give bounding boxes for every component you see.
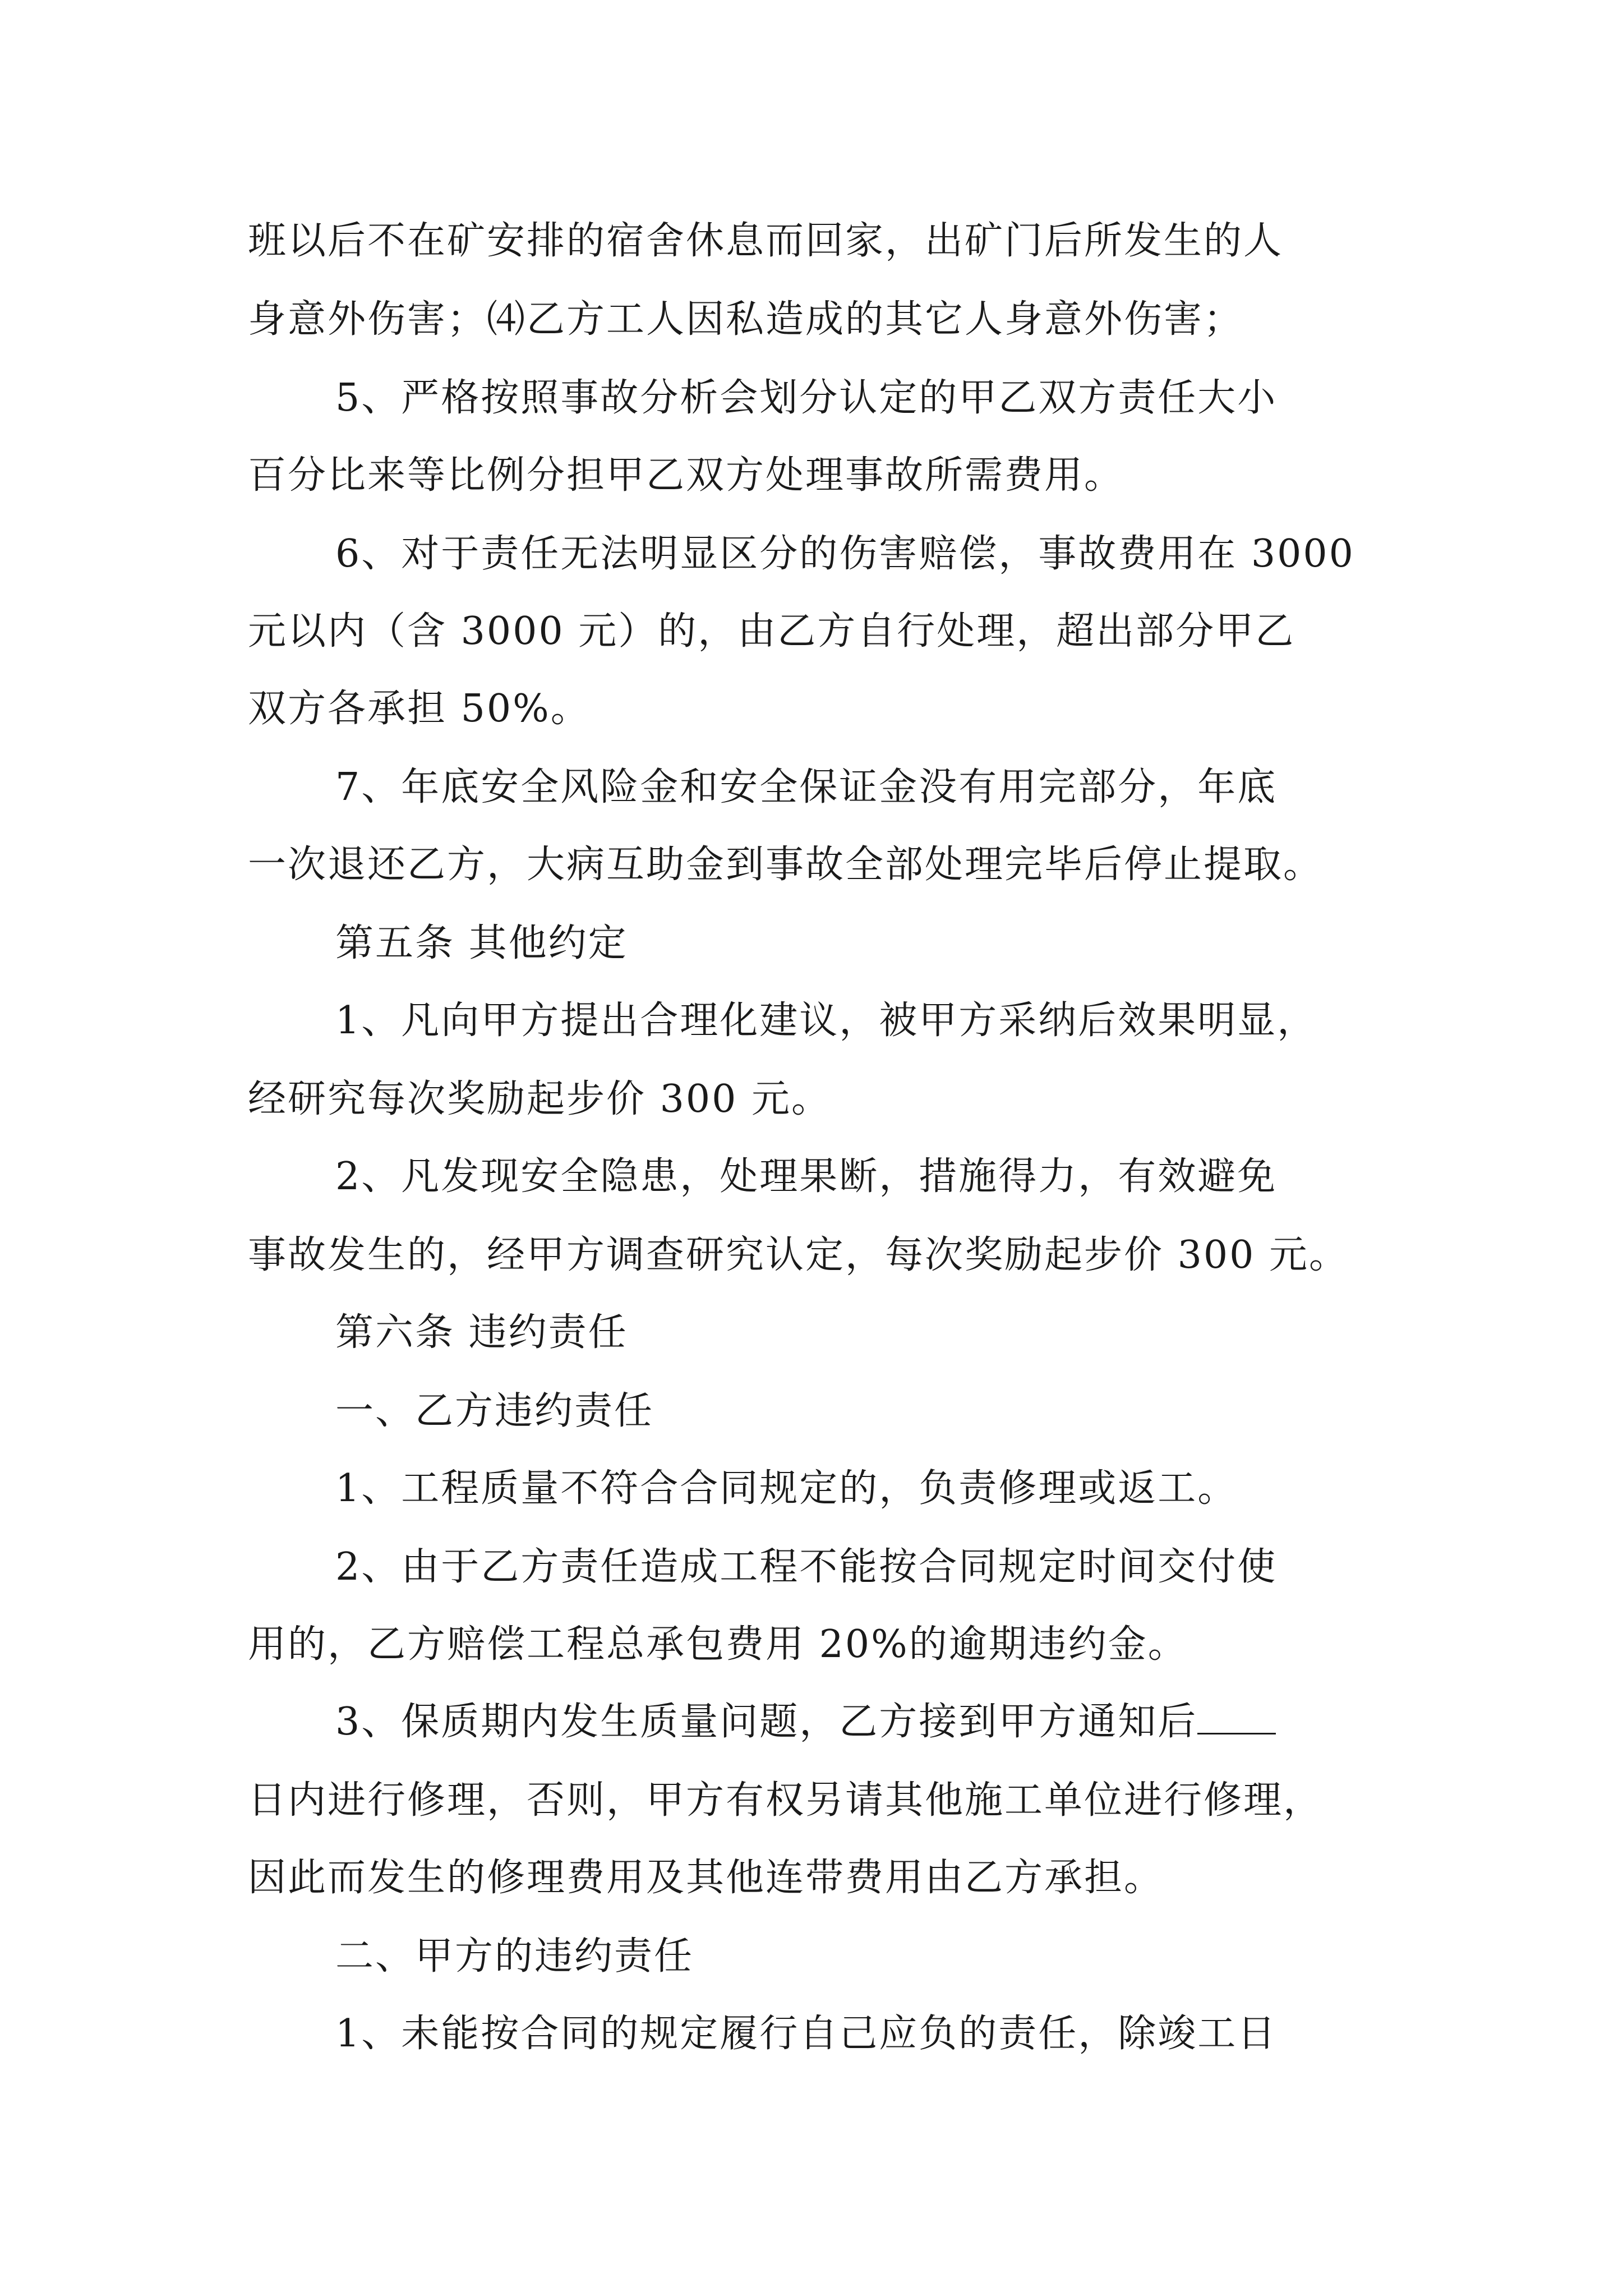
text-line: 6、对于责任无法明显区分的伤害赔偿，事故费用在 3000: [335, 532, 1355, 576]
text-line: 元以内（含 3000 元）的，由乙方自行处理，超出部分甲乙: [248, 609, 1295, 654]
text-line: 1、未能按合同的规定履行自己应负的责任，除竣工日: [335, 2012, 1278, 2056]
text-line: 用的，乙方赔偿工程总承包费用 20%的逾期违约金。: [248, 1622, 1188, 1667]
text-line: 班以后不在矿安排的宿舍休息而回家，出矿门后所发生的人: [248, 219, 1284, 263]
text-line: 百分比来等比例分担甲乙双方处理事故所需费用。: [248, 453, 1124, 498]
text-line: 因此而发生的修理费用及其他连带费用由乙方承担。: [248, 1856, 1164, 1900]
text-line-with-blank: [335, 1700, 1276, 1745]
subsection-heading: 一、乙方违约责任: [335, 1389, 654, 1433]
text-line: 1、工程质量不符合合同规定的，负责修理或返工。: [335, 1466, 1238, 1511]
fill-in-blank: [1197, 1701, 1276, 1734]
text-line: 一次退还乙方，大病互助金到事故全部处理完毕后停止提取。: [248, 843, 1324, 887]
text-line: 7、年底安全风险金和安全保证金没有用完部分，年底: [335, 765, 1278, 809]
text-line: 经研究每次奖励起步价 300 元。: [248, 1077, 832, 1121]
text-line: 2、凡发现安全隐患，处理果断，措施得力，有效避免: [335, 1154, 1278, 1199]
text-line: 事故发生的，经甲方调查研究认定，每次奖励起步价 300 元。: [248, 1233, 1349, 1277]
text-line: 1、凡向甲方提出合理化建议，被甲方采纳后效果明显，: [335, 999, 1317, 1043]
subsection-heading: 二、甲方的违约责任: [335, 1934, 694, 1978]
text-line: 身意外伤害；⑷乙方工人因私造成的其它人身意外伤害；: [248, 297, 1244, 342]
section-heading: 第六条 违约责任: [335, 1310, 628, 1355]
section-heading: 第五条 其他约定: [335, 921, 628, 965]
text-line: 日内进行修理，否则，甲方有权另请其他施工单位进行修理，: [248, 1778, 1324, 1823]
text-line: 双方各承担 50%。: [248, 687, 591, 731]
text-line: 5、严格按照事故分析会划分认定的甲乙双方责任大小: [335, 376, 1278, 420]
text-line: 2、由于乙方责任造成工程不能按合同规定时间交付使: [335, 1545, 1278, 1589]
text-segment: 3、保质期内发生质量问题，乙方接到甲方通知后: [335, 1700, 1198, 1744]
